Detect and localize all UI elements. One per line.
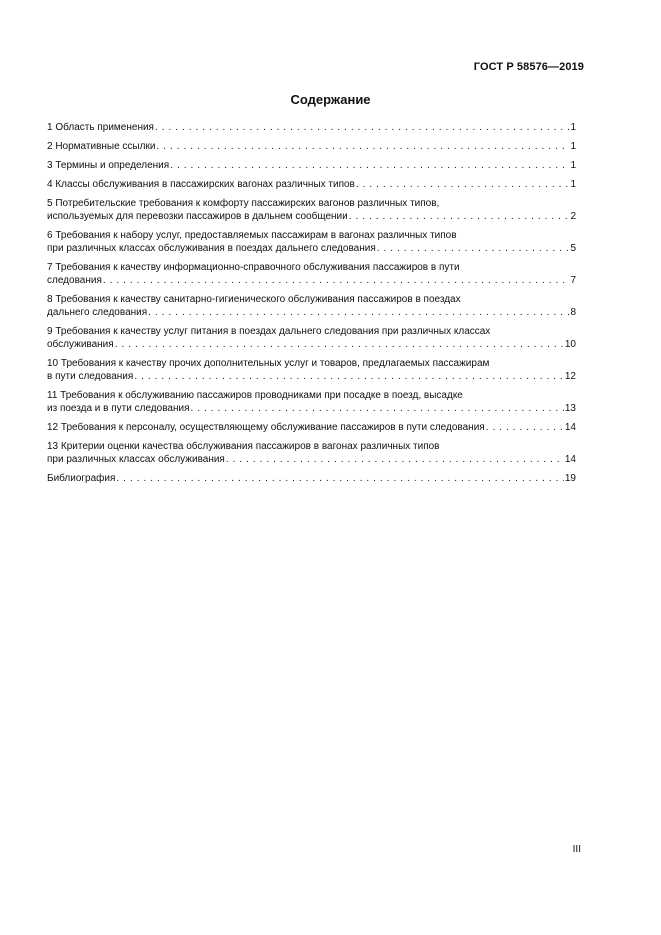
- toc-page-number: 1: [570, 160, 576, 171]
- table-of-contents: [47, 121, 576, 491]
- toc-page-number: 14: [564, 454, 576, 465]
- dot-leader: [148, 306, 569, 319]
- toc-entry[interactable]: [47, 159, 576, 172]
- toc-entry[interactable]: [47, 357, 576, 383]
- toc-entry-text: из поезда и в пути следования: [47, 403, 190, 414]
- toc-entry-text: 6 Требования к набору услуг, предоставляемых пассажирам в вагонах различных типов: [47, 230, 457, 241]
- dot-leader: [155, 121, 569, 134]
- toc-entry-text: 2 Нормативные ссылки: [47, 141, 156, 152]
- toc-page-number: 14: [564, 422, 576, 433]
- toc-entry-text: 3 Термины и определения: [47, 160, 170, 171]
- toc-page-number: 1: [570, 179, 576, 190]
- document-id: ГОСТ Р 58576—2019: [473, 61, 584, 73]
- toc-entry-text: 13 Критерии оценки качества обслуживания пассажиров в вагонах различных типов: [47, 441, 440, 452]
- toc-page-number: 1: [570, 141, 576, 152]
- toc-entry-text: 5 Потребительские требования к комфорту пассажирских вагонов различных типов,: [47, 198, 440, 209]
- toc-entry[interactable]: [47, 472, 576, 485]
- dot-leader: [115, 338, 564, 351]
- toc-page-number: 12: [564, 371, 576, 382]
- toc-entry[interactable]: [47, 293, 576, 319]
- dot-leader: [377, 242, 570, 255]
- toc-entry[interactable]: [47, 325, 576, 351]
- toc-entry-text: Библиография: [47, 473, 116, 484]
- dot-leader: [190, 402, 563, 415]
- toc-entry-text: 12 Требования к персоналу, осуществляющему обслуживание пассажиров в пути следования: [47, 422, 485, 433]
- toc-entry[interactable]: [47, 140, 576, 153]
- toc-entry-text: дальнего следования: [47, 307, 148, 318]
- toc-page-number: 19: [564, 473, 576, 484]
- toc-entry-text: при различных классах обслуживания: [47, 454, 225, 465]
- toc-page-number: 10: [564, 339, 576, 350]
- toc-entry[interactable]: [47, 421, 576, 434]
- toc-entry-text: 7 Требования к качеству информационно-справочного обслуживания пассажиров в пути: [47, 262, 460, 273]
- toc-page-number: 5: [570, 243, 576, 254]
- toc-entry-text: при различных классах обслуживания в поездах дальнего следования: [47, 243, 376, 254]
- toc-title: Содержание: [290, 92, 371, 107]
- toc-page-number: 7: [570, 275, 576, 286]
- toc-entry[interactable]: [47, 440, 576, 466]
- dot-leader: [134, 370, 564, 383]
- dot-leader: [156, 140, 569, 153]
- dot-leader: [170, 159, 569, 172]
- toc-entry-text: 10 Требования к качеству прочих дополнительных услуг и товаров, предлагаемых пассажирам: [47, 358, 490, 369]
- toc-entry-text: 9 Требования к качеству услуг питания в поездах дальнего следования при различных классах: [47, 326, 491, 337]
- toc-entry-text: 4 Классы обслуживания в пассажирских вагонах различных типов: [47, 179, 355, 190]
- toc-entry[interactable]: [47, 178, 576, 191]
- toc-entry[interactable]: [47, 121, 576, 134]
- toc-entry-text: 1 Область применения: [47, 122, 154, 133]
- dot-leader: [116, 472, 563, 485]
- toc-entry-text: следования: [47, 275, 102, 286]
- toc-entry[interactable]: [47, 389, 576, 415]
- toc-entry-text: в пути следования: [47, 371, 134, 382]
- toc-page-number: 13: [564, 403, 576, 414]
- toc-page-number: 8: [570, 307, 576, 318]
- toc-entry[interactable]: [47, 229, 576, 255]
- toc-entry-text: обслуживания: [47, 339, 114, 350]
- dot-leader: [356, 178, 570, 191]
- toc-entry[interactable]: [47, 261, 576, 287]
- toc-page-number: 2: [570, 211, 576, 222]
- dot-leader: [103, 274, 570, 287]
- toc-entry-text: используемых для перевозки пассажиров в дальнем сообщении: [47, 211, 348, 222]
- dot-leader: [226, 453, 564, 466]
- dot-leader: [486, 421, 564, 434]
- toc-entry[interactable]: [47, 197, 576, 223]
- page-number: III: [572, 844, 581, 855]
- dot-leader: [349, 210, 570, 223]
- toc-page-number: 1: [570, 122, 576, 133]
- toc-entry-text: 11 Требования к обслуживанию пассажиров проводниками при посадке в поезд, высадке: [47, 390, 463, 401]
- toc-entry-text: 8 Требования к качеству санитарно-гигиенического обслуживания пассажиров в поездах: [47, 294, 461, 305]
